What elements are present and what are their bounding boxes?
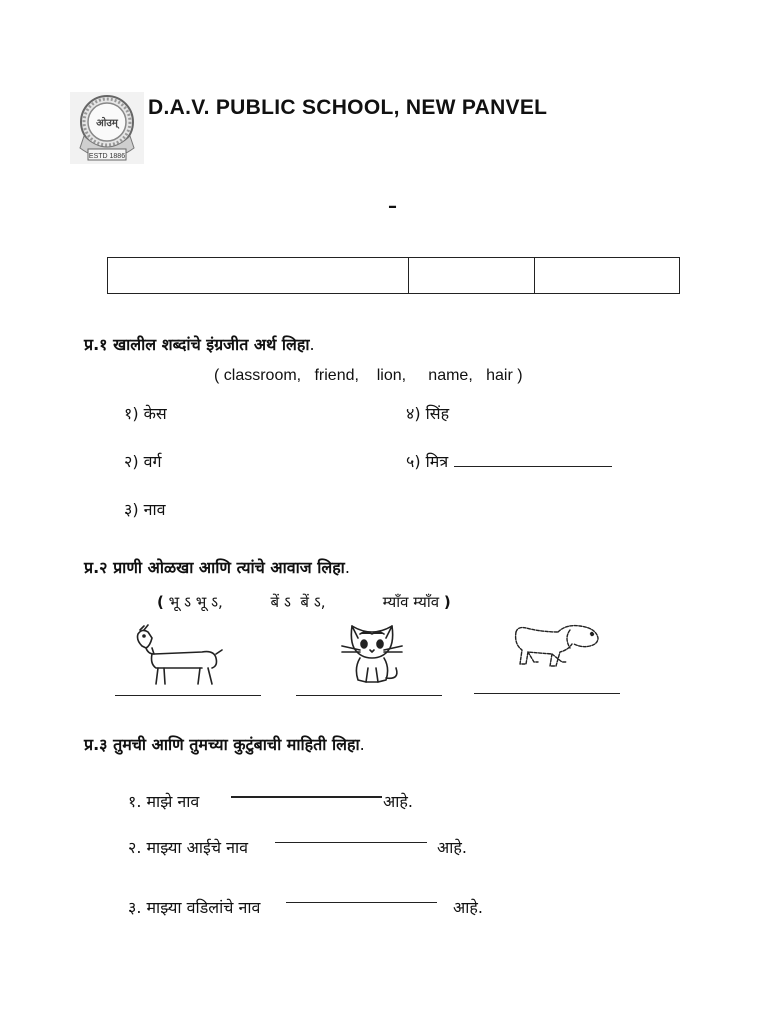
word-bank: ( classroom, friend, lion, name, hair ) [214,367,523,384]
info-cell-class[interactable] [409,258,535,294]
q1-item-1: १) केस [124,404,167,423]
q3-item-2-suffix: आहे. [437,838,467,857]
question-3-title [84,733,365,755]
q3-item-1-answer-line[interactable] [231,796,382,798]
cat-icon [336,620,408,690]
question-1-title [84,333,315,355]
q3-item-2-label: २. माझ्या आईचे नाव [128,838,249,857]
student-info-table [107,257,680,294]
question-2-text: प्र.२ प्राणी ओळखा आणि त्यांचे आवाज लिहा [84,558,345,577]
logo-emblem-text: ओउम् [96,118,118,129]
q3-item-2-answer-line[interactable] [275,842,427,843]
sounds-open-paren: ( [157,593,164,611]
question-1-period: . [309,335,315,354]
q3-item-1-label: १. माझे नाव [128,792,200,811]
q1-item-5-label: ५) मित्र [406,452,449,471]
school-logo [70,92,144,164]
q3-item-3-suffix: आहे. [453,898,483,917]
q3-item-1-suffix: आहे. [383,792,413,811]
question-1-text: प्र.१ खालील शब्दांचे इंग्रजीत अर्थ लिहा [84,335,310,354]
title-dash: – [388,196,397,217]
dog-answer-line[interactable] [474,693,620,694]
logo-estd-text: ESTD 1886 [88,153,126,160]
sounds-text: भू ऽ भू ऽ, बें ऽ बें ऽ, म्याँव म्याँव [163,593,444,611]
cat-answer-line[interactable] [296,695,442,696]
goat-answer-line[interactable] [115,695,261,696]
dog-icon [512,622,602,676]
question-3-text: प्र.३ तुमची आणि तुमच्या कुटुंबाची माहिती लिहा [84,735,360,754]
q1-item-5 [406,450,612,472]
q1-item-3: ३) नाव [124,500,166,519]
q3-item-3-answer-line[interactable] [286,902,437,903]
question-2-title [84,556,350,578]
question-3-period: . [359,735,365,754]
q1-item-5-answer-line[interactable] [454,452,612,467]
info-cell-roll[interactable] [535,258,680,294]
q1-item-4: ४) सिंह [406,404,450,423]
q1-item-2: २) वर्ग [124,452,162,471]
goat-icon [132,624,224,692]
page-title: D.A.V. PUBLIC SCHOOL, NEW PANVEL [148,96,548,119]
question-2-period: . [344,558,350,577]
sounds-close-paren: ) [443,593,451,611]
q3-item-3-label: ३. माझ्या वडिलांचे नाव [128,898,261,917]
animal-sounds-list [157,592,451,612]
info-cell-name[interactable] [108,258,409,294]
